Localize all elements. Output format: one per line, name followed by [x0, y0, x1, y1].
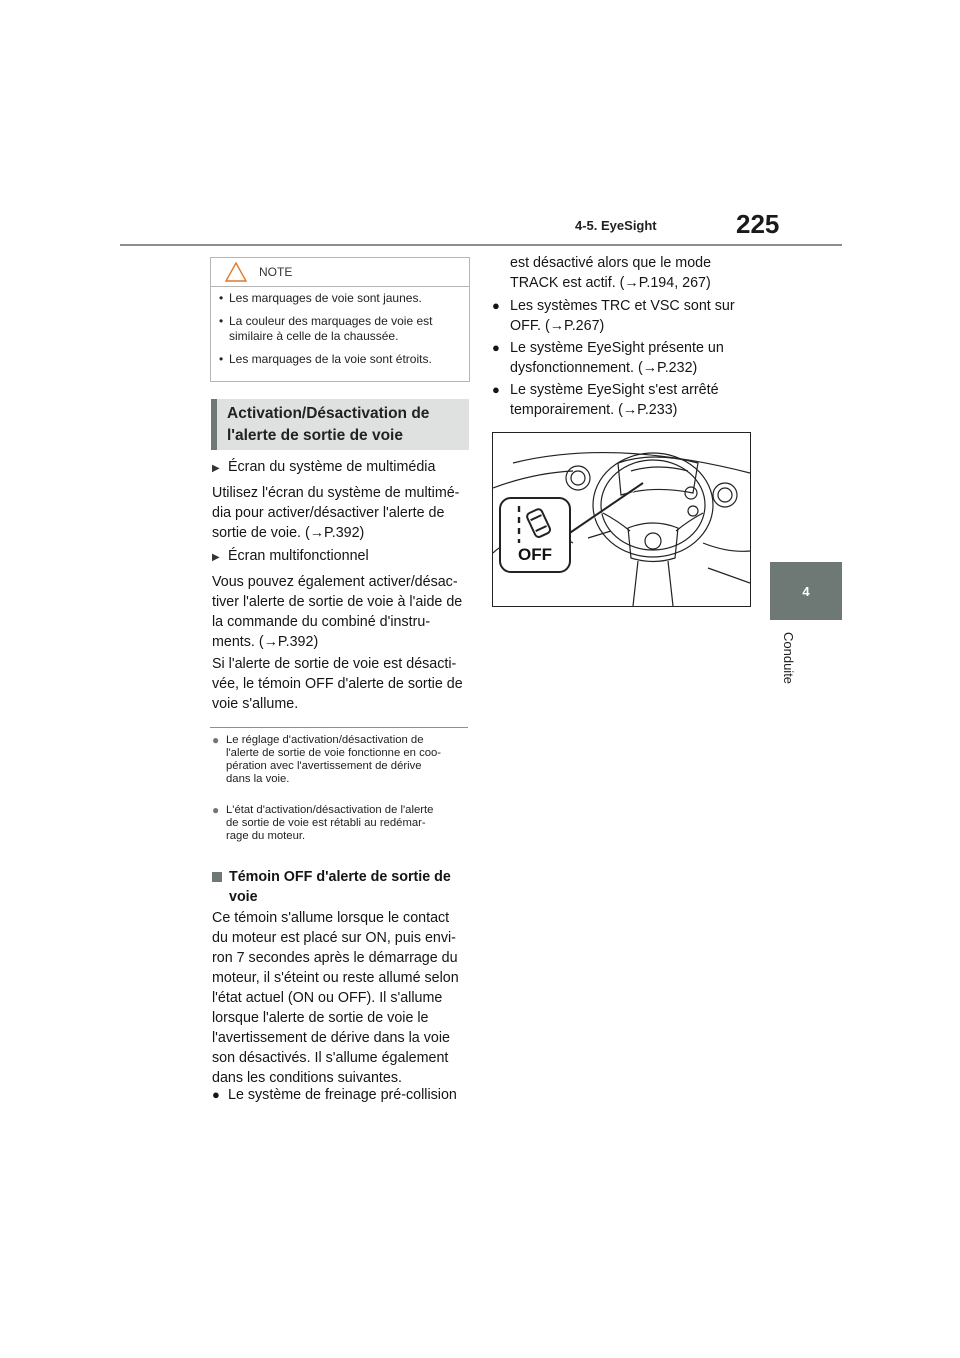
subheading-multimedia: [212, 457, 435, 479]
section-heading: [211, 399, 469, 450]
text-line: voie s'allume.: [212, 696, 299, 712]
dot-bullet-icon: ●: [492, 382, 500, 397]
chapter-label: Conduite: [781, 632, 796, 685]
text-line: L'état d'activation/désactivation de l'alerte: [226, 804, 434, 816]
text-line: de sortie de voie est rétabli au redémar-: [226, 817, 426, 829]
text-line: Les systèmes TRC et VSC sont sur: [510, 298, 735, 314]
subheading-text: Écran multifonctionnel: [228, 548, 369, 564]
note-item: • Les marquages de la voie sont étroits.: [217, 352, 467, 367]
note-divider: [211, 286, 469, 287]
triangle-bullet-icon: ▶: [212, 552, 220, 563]
lane-departure-icon: [509, 504, 561, 544]
paragraph: [212, 483, 459, 543]
note-item: • La couleur des marquages de voie est similaire à celle de la chaussée.: [217, 314, 467, 344]
section-heading-text: [227, 403, 467, 447]
text-line: dans les conditions suivantes.: [212, 1070, 402, 1086]
warning-triangle-icon: [225, 262, 247, 282]
text-line: Le système de freinage pré-collision: [228, 1087, 457, 1103]
text-line: l'avertissement de dérive dans la voie: [212, 1030, 450, 1046]
text-line: l'état actuel (ON ou OFF). Il s'allume: [212, 990, 443, 1006]
note-list: [217, 291, 467, 375]
text-line: dysfonctionnement. (→P.232): [510, 360, 698, 376]
dashboard-illustration: [492, 432, 751, 607]
section-title: 4-5. EyeSight: [575, 218, 657, 233]
dot-bullet-icon: ●: [492, 340, 500, 355]
bullet-item: [212, 1085, 457, 1105]
bullet-item: [492, 380, 719, 418]
text-line: ron 7 secondes après le démarrage du: [212, 950, 458, 966]
text-line: vée, le témoin OFF d'alerte de sortie de: [212, 676, 463, 692]
text-line: voie: [229, 889, 258, 905]
text-line: Témoin OFF d'alerte de sortie de: [229, 869, 451, 885]
heading-line: l'alerte de sortie de voie: [227, 427, 403, 444]
text-line: Le système EyeSight s'est arrêté: [510, 382, 719, 398]
text-line: OFF. (→P.267): [510, 318, 605, 334]
text-line: lorsque l'alerte de sortie de voie le: [212, 1010, 429, 1026]
text-line: tiver l'alerte de sortie de voie à l'aide de: [212, 594, 463, 610]
chapter-tab: 4: [770, 562, 842, 620]
text-line: Vous pouvez également activer/désac-: [212, 574, 458, 590]
off-indicator-callout: [499, 497, 571, 573]
text-line: l'alerte de sortie de voie fonctionne en coo-: [226, 747, 442, 759]
note-box: [210, 257, 470, 382]
triangle-bullet-icon: ▶: [212, 463, 220, 474]
subheading-text: Écran du système de multimédia: [228, 459, 436, 475]
paragraph: [212, 908, 459, 1088]
text-line: temporairement. (→P.233): [510, 402, 678, 418]
note-title: NOTE: [259, 265, 293, 279]
text-line: son désactivés. Il s'allume également: [212, 1050, 449, 1066]
circle-bullet-icon: ●: [212, 733, 220, 747]
off-label: OFF: [518, 545, 552, 564]
bullet-item: [492, 296, 735, 334]
text-line: Le système EyeSight présente un: [510, 340, 724, 356]
text-line: ments. (→P.392): [212, 634, 319, 650]
square-bullet-icon: [212, 872, 222, 882]
paragraph: [212, 654, 463, 714]
info-item: [212, 804, 470, 843]
text-line: Le réglage d'activation/désactivation de: [226, 734, 424, 746]
paragraph: [212, 572, 462, 652]
text-line: rage du moteur.: [226, 830, 306, 842]
text-line: moteur, il s'éteint ou reste allumé selon: [212, 970, 459, 986]
heading-line: Activation/Désactivation de: [227, 405, 430, 422]
subheading-multifunction: [212, 546, 369, 568]
text-line: la commande du combiné d'instru-: [212, 614, 431, 630]
circle-bullet-icon: ●: [212, 803, 220, 817]
text-line: dans la voie.: [226, 773, 290, 785]
paragraph-continued: [510, 253, 711, 293]
dot-bullet-icon: ●: [212, 1087, 220, 1102]
text-line: sortie de voie. (→P.392): [212, 525, 365, 541]
info-rule: [210, 727, 468, 728]
text-line: Utilisez l'écran du système de multimé-: [212, 485, 460, 501]
subheading-off-indicator: [212, 867, 451, 907]
bullet-item: [492, 338, 724, 376]
note-header: [211, 258, 469, 286]
page-number: 225: [736, 209, 780, 239]
text-line: Si l'alerte de sortie de voie est désacti-: [212, 656, 457, 672]
text-line: dia pour activer/désactiver l'alerte de: [212, 505, 445, 521]
text-line: pération avec l'avertissement de dérive: [226, 760, 422, 772]
text-line: TRACK est actif. (→P.194, 267): [510, 275, 711, 291]
info-item: [212, 734, 470, 786]
text-line: Ce témoin s'allume lorsque le contact: [212, 910, 450, 926]
dot-bullet-icon: ●: [492, 298, 500, 313]
text-line: du moteur est placé sur ON, puis envi-: [212, 930, 456, 946]
note-item: • Les marquages de voie sont jaunes.: [217, 291, 467, 306]
text-line: est désactivé alors que le mode: [510, 255, 712, 271]
header-rule: [120, 244, 842, 246]
